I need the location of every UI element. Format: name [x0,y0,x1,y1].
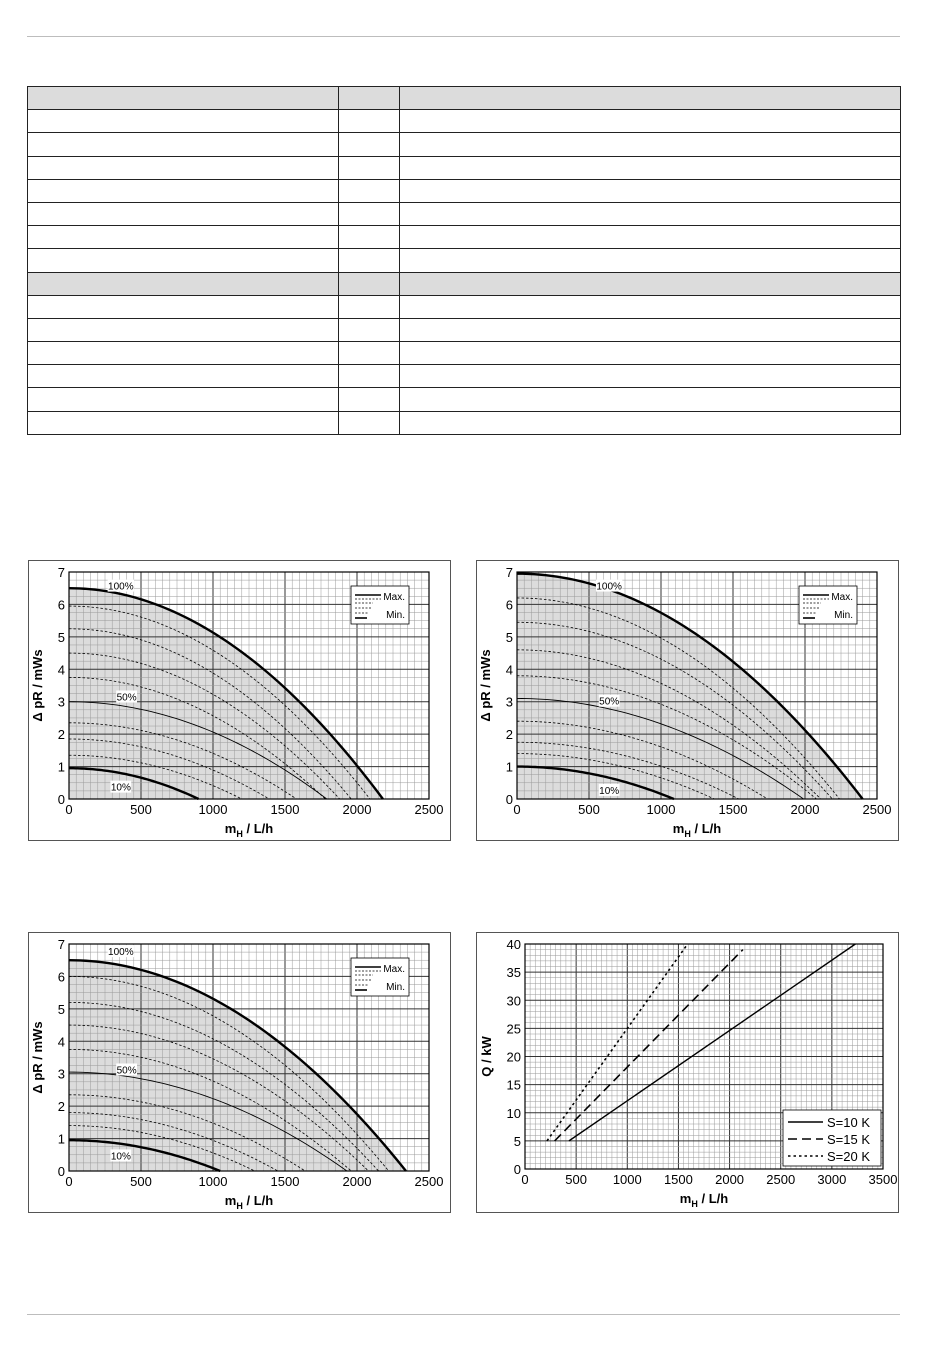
chart-2-x-tick-label: 2000 [342,1174,372,1189]
table-cell [400,249,901,272]
table-cell [339,411,400,434]
chart-2-y-tick-label: 3 [57,1066,65,1082]
chart-1-x-tick-label: 1000 [646,802,676,817]
chart-2-x-tick-label: 0 [65,1174,73,1189]
chart-pump-curve-2 [476,560,899,841]
table-cell [28,202,339,225]
table-cell [400,87,901,110]
chart-0-x-tick-label: 0 [65,802,73,817]
table-row [28,110,901,133]
table-cell [400,156,901,179]
chart-1-y-tick-label: 7 [505,565,513,580]
chart-3-y-axis-label: Q / kW [479,1036,494,1077]
chart-2-y-axis-label: Δ pR / mWs [30,1021,45,1094]
chart-1-x-tick-label: 0 [513,802,521,817]
table-cell [28,156,339,179]
table-cell [339,133,400,156]
chart-0-y-tick-label: 3 [57,694,65,710]
chart-2-y-tick-label: 4 [57,1034,65,1050]
table-cell [400,272,901,295]
table-cell [339,295,400,318]
chart-2-curve-label: 50% [116,1065,137,1077]
x-label-unit: / L/h [697,1191,729,1206]
table-cell [28,226,339,249]
chart-2-y-tick-label: 7 [57,937,65,952]
table-cell [339,179,400,202]
chart-0-y-tick-label: 0 [57,792,65,807]
chart-3-y-tick-label: 35 [506,965,521,981]
table-cell [28,318,339,341]
chart-2-x-tick-label: 2500 [414,1174,444,1189]
chart-1-y-tick-label: 6 [505,597,513,613]
table-cell [339,87,400,110]
chart-3-x-tick-label: 2000 [715,1172,745,1187]
chart-1-x-tick-label: 2500 [862,802,892,817]
table-row [28,365,901,388]
table-row [28,342,901,365]
x-label-sub: H [691,1199,698,1209]
table-cell [339,342,400,365]
table-header-row [28,87,901,110]
table-cell [28,388,339,411]
chart-2-x-axis-label [225,1193,273,1211]
chart-3-y-tick-label: 20 [506,1049,521,1065]
chart-0-curve-label: 10% [110,782,131,794]
legend-label: S=20 K [827,1149,871,1164]
legend-label: Max. [383,592,405,603]
table-row [28,179,901,202]
x-label-unit: / L/h [242,821,274,836]
table-cell [28,133,339,156]
chart-0-x-tick-label: 2500 [414,802,444,817]
table-cell [400,133,901,156]
chart-0-svg [29,561,450,840]
x-label-main: m [224,821,237,836]
chart-1-legend [799,586,857,624]
chart-1-x-tick-label: 1500 [718,802,748,817]
chart-0-y-axis-label: Δ pR / mWs [30,649,45,722]
table-row [28,411,901,434]
chart-3-y-tick-label: 5 [513,1133,521,1149]
chart-3-x-tick-label: 500 [565,1172,587,1187]
chart-0-y-tick-label: 4 [57,662,65,678]
chart-2-y-tick-label: 1 [57,1131,65,1147]
table-cell [28,342,339,365]
table-cell [400,411,901,434]
chart-0-curve-label: 100% [108,581,134,593]
table-header-row [28,272,901,295]
table-cell [400,388,901,411]
table-cell [339,249,400,272]
chart-2-curve-label: 10% [110,1151,131,1163]
chart-1-y-tick-label: 2 [505,727,513,743]
chart-2-y-tick-label: 6 [57,969,65,985]
table-cell [28,179,339,202]
chart-2-legend [351,958,409,996]
table-cell [400,202,901,225]
chart-pump-curve-3 [28,932,451,1213]
chart-2-svg [29,933,450,1212]
table-row [28,202,901,225]
chart-3-y-tick-label: 25 [506,1021,521,1037]
table-cell [339,202,400,225]
chart-1-y-tick-label: 4 [505,662,513,678]
chart-3-legend [783,1110,881,1166]
chart-3-x-tick-label: 3500 [868,1172,898,1187]
top-rule [27,36,900,37]
chart-1-curve-label: 100% [596,581,622,593]
table-row [28,295,901,318]
table-cell [339,110,400,133]
table-cell [28,411,339,434]
chart-3-y-tick-label: 15 [506,1077,521,1093]
chart-1-y-tick-label: 1 [505,759,513,775]
chart-3-y-tick-label: 40 [506,937,521,952]
chart-pump-curve-1 [28,560,451,841]
chart-0-x-axis-label [225,821,273,839]
chart-2-x-tick-label: 1500 [270,1174,300,1189]
table-cell [28,110,339,133]
chart-0-x-tick-label: 1500 [270,802,300,817]
chart-1-y-tick-label: 0 [505,792,513,807]
spec-table [27,86,901,435]
chart-0-x-tick-label: 1000 [198,802,228,817]
legend-label: S=10 K [827,1115,871,1130]
table-cell [400,365,901,388]
legend-label: Max. [383,964,405,975]
table-cell [28,249,339,272]
table-cell [400,226,901,249]
table-cell [339,388,400,411]
table-row [28,249,901,272]
chart-0-y-tick-label: 6 [57,597,65,613]
table-cell [28,272,339,295]
bottom-rule [27,1314,900,1315]
chart-heat-output [476,932,899,1213]
chart-1-x-tick-label: 2000 [790,802,820,817]
chart-1-y-axis-label: Δ pR / mWs [478,649,493,722]
chart-3-x-tick-label: 1500 [663,1172,693,1187]
x-label-main: m [672,821,685,836]
table-cell [400,295,901,318]
chart-0-y-tick-label: 2 [57,727,65,743]
chart-3-x-tick-label: 1000 [612,1172,642,1187]
chart-1-y-tick-label: 5 [505,629,513,645]
chart-2-y-tick-label: 5 [57,1001,65,1017]
x-label-sub: H [236,1201,243,1211]
table-row [28,156,901,179]
chart-1-x-tick-label: 500 [578,802,600,817]
legend-label: Min. [386,610,405,621]
legend-label: Max. [831,592,853,603]
table-cell [28,87,339,110]
chart-3-x-tick-label: 0 [521,1172,529,1187]
chart-3-y-tick-label: 30 [506,993,521,1009]
chart-0-y-tick-label: 1 [57,759,65,775]
chart-2-x-tick-label: 1000 [198,1174,228,1189]
table-row [28,226,901,249]
chart-0-x-tick-label: 2000 [342,802,372,817]
table-cell [400,110,901,133]
table-cell [339,365,400,388]
chart-3-svg [477,933,898,1212]
chart-0-legend [351,586,409,624]
table-cell [339,272,400,295]
chart-3-y-tick-label: 10 [506,1105,521,1121]
table-cell [339,318,400,341]
chart-0-x-tick-label: 500 [130,802,152,817]
table-cell [28,295,339,318]
chart-0-curve-label: 50% [116,692,137,704]
chart-2-y-tick-label: 2 [57,1099,65,1115]
legend-label: Min. [834,610,853,621]
table-cell [400,342,901,365]
chart-0-y-tick-label: 5 [57,629,65,645]
legend-label: Min. [386,982,405,993]
chart-0-y-tick-label: 7 [57,565,65,580]
chart-1-y-tick-label: 3 [505,694,513,710]
chart-3-x-tick-label: 2500 [766,1172,796,1187]
chart-2-curve-label: 100% [108,947,134,959]
table-cell [400,318,901,341]
table-row [28,133,901,156]
chart-2-y-tick-label: 0 [57,1164,65,1179]
legend-label: S=15 K [827,1132,871,1147]
table-row [28,388,901,411]
x-label-main: m [224,1193,237,1208]
table-cell [400,179,901,202]
table-row [28,318,901,341]
chart-1-curve-label: 10% [599,785,620,797]
x-label-sub: H [236,829,243,839]
table-cell [339,226,400,249]
x-label-unit: / L/h [690,821,722,836]
chart-3-y-tick-label: 0 [513,1162,521,1177]
chart-3-x-tick-label: 3000 [817,1172,847,1187]
chart-1-x-axis-label [673,821,721,839]
x-label-sub: H [684,829,691,839]
table-cell [28,365,339,388]
chart-2-x-tick-label: 500 [130,1174,152,1189]
x-label-main: m [679,1191,692,1206]
chart-1-svg [477,561,898,840]
chart-1-curve-label: 50% [599,696,620,708]
table-cell [339,156,400,179]
x-label-unit: / L/h [242,1193,274,1208]
chart-3-x-axis-label [680,1191,728,1209]
